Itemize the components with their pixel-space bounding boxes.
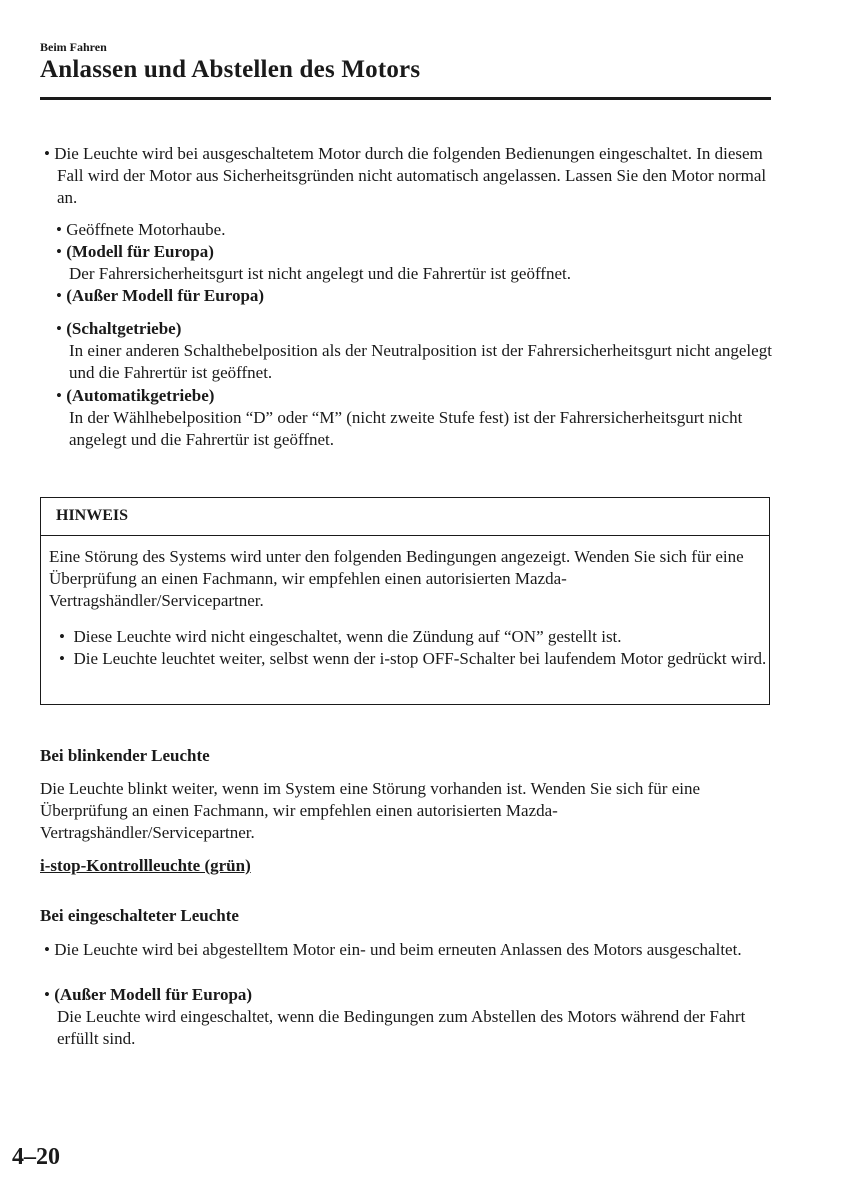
hinweis-box xyxy=(40,497,770,705)
bullet-glyph: • xyxy=(56,319,62,338)
bullet-glyph: • xyxy=(44,985,50,1004)
istop-item-text: Die Leuchte wird bei abgestelltem Motor ein- und beim erneuten Anlassen des Motors ausgeschaltet. xyxy=(54,940,742,959)
condition-text: Geöffnete Motorhaube. xyxy=(66,220,226,239)
bullet-glyph: • xyxy=(44,940,50,959)
blinking-heading: Bei blinkender Leuchte xyxy=(40,746,210,765)
condition-label: (Außer Modell für Europa) xyxy=(66,286,265,305)
page-number: 4–20 xyxy=(12,1144,60,1170)
hinweis-bullet xyxy=(59,626,777,648)
condition-label: (Automatikgetriebe) xyxy=(66,386,215,405)
istop-heading: i-stop-Kontrollleuchte (grün) xyxy=(40,856,251,875)
condition-hood xyxy=(56,219,785,241)
hinweis-text: Eine Störung des Systems wird unter den folgenden Bedingungen angezeigt. Wenden Sie sich für eine Überprüfung an einen Fachmann, wir empfehlen einen autorisierten Mazda-Vertragshändler/Servicepartner. xyxy=(49,547,744,610)
istop-item xyxy=(44,939,785,961)
bullet-glyph: • xyxy=(56,242,62,261)
section-label: Beim Fahren xyxy=(40,40,107,54)
hinweis-bullet-text: Diese Leuchte wird nicht eingeschaltet, wenn die Zündung auf “ON” gestellt ist. xyxy=(73,627,622,646)
condition-europe xyxy=(56,241,785,285)
istop-item-label: (Außer Modell für Europa) xyxy=(54,985,253,1004)
istop-subheading: Bei eingeschalteter Leuchte xyxy=(40,906,239,925)
page-title: Anlassen und Abstellen des Motors xyxy=(40,56,421,83)
istop-item xyxy=(44,984,785,1050)
bullet-glyph: • xyxy=(56,286,62,305)
condition-label: (Modell für Europa) xyxy=(66,242,214,261)
hinweis-bullet xyxy=(59,648,777,670)
intro-text: Die Leuchte wird bei ausgeschaltetem Motor durch die folgenden Bedienungen eingeschaltet. In diesem Fall wird der Motor aus Sicherheitsgründen nicht automatisch angelassen. Lassen Sie den Motor normal an. xyxy=(54,144,767,207)
condition-text: Der Fahrersicherheitsgurt ist nicht angelegt und die Fahrertür ist geöffnet. xyxy=(69,264,571,283)
bullet-glyph: • xyxy=(56,386,62,405)
condition-text: In einer anderen Schalthebelposition als der Neutralposition ist der Fahrersicherheitsgurt nicht angelegt und die Fahrertür ist geöffnet. xyxy=(69,341,772,382)
istop-item-text: Die Leuchte wird eingeschaltet, wenn die Bedingungen zum Abstellen des Motors während der Fahrt erfüllt sind. xyxy=(57,1007,746,1048)
condition-automatic xyxy=(56,385,785,451)
condition-manual xyxy=(56,318,785,384)
condition-non-europe xyxy=(56,285,785,307)
condition-label: (Schaltgetriebe) xyxy=(66,319,182,338)
hinweis-header xyxy=(41,498,769,536)
condition-text: In der Wählhebelposition “D” oder “M” (nicht zweite Stufe fest) ist der Fahrersicherheitsgurt nicht angelegt und die Fahrertür ist geöffnet. xyxy=(69,408,743,449)
bullet-glyph: • xyxy=(59,649,65,668)
hinweis-label: HINWEIS xyxy=(56,507,129,524)
intro-bullet xyxy=(44,143,785,209)
bullet-glyph: • xyxy=(56,220,62,239)
bullet-glyph: • xyxy=(59,627,65,646)
blinking-text: Die Leuchte blinkt weiter, wenn im System eine Störung vorhanden ist. Wenden Sie sich für eine Überprüfung an einen Fachmann, wir empfehlen einen autorisierten Mazda-Vertragshändler/Servicepartner. xyxy=(40,779,701,842)
title-rule xyxy=(40,97,771,100)
hinweis-bullet-text: Die Leuchte leuchtet weiter, selbst wenn der i-stop OFF-Schalter bei laufendem Motor gedrückt wird. xyxy=(73,649,767,668)
bullet-glyph: • xyxy=(44,144,50,163)
